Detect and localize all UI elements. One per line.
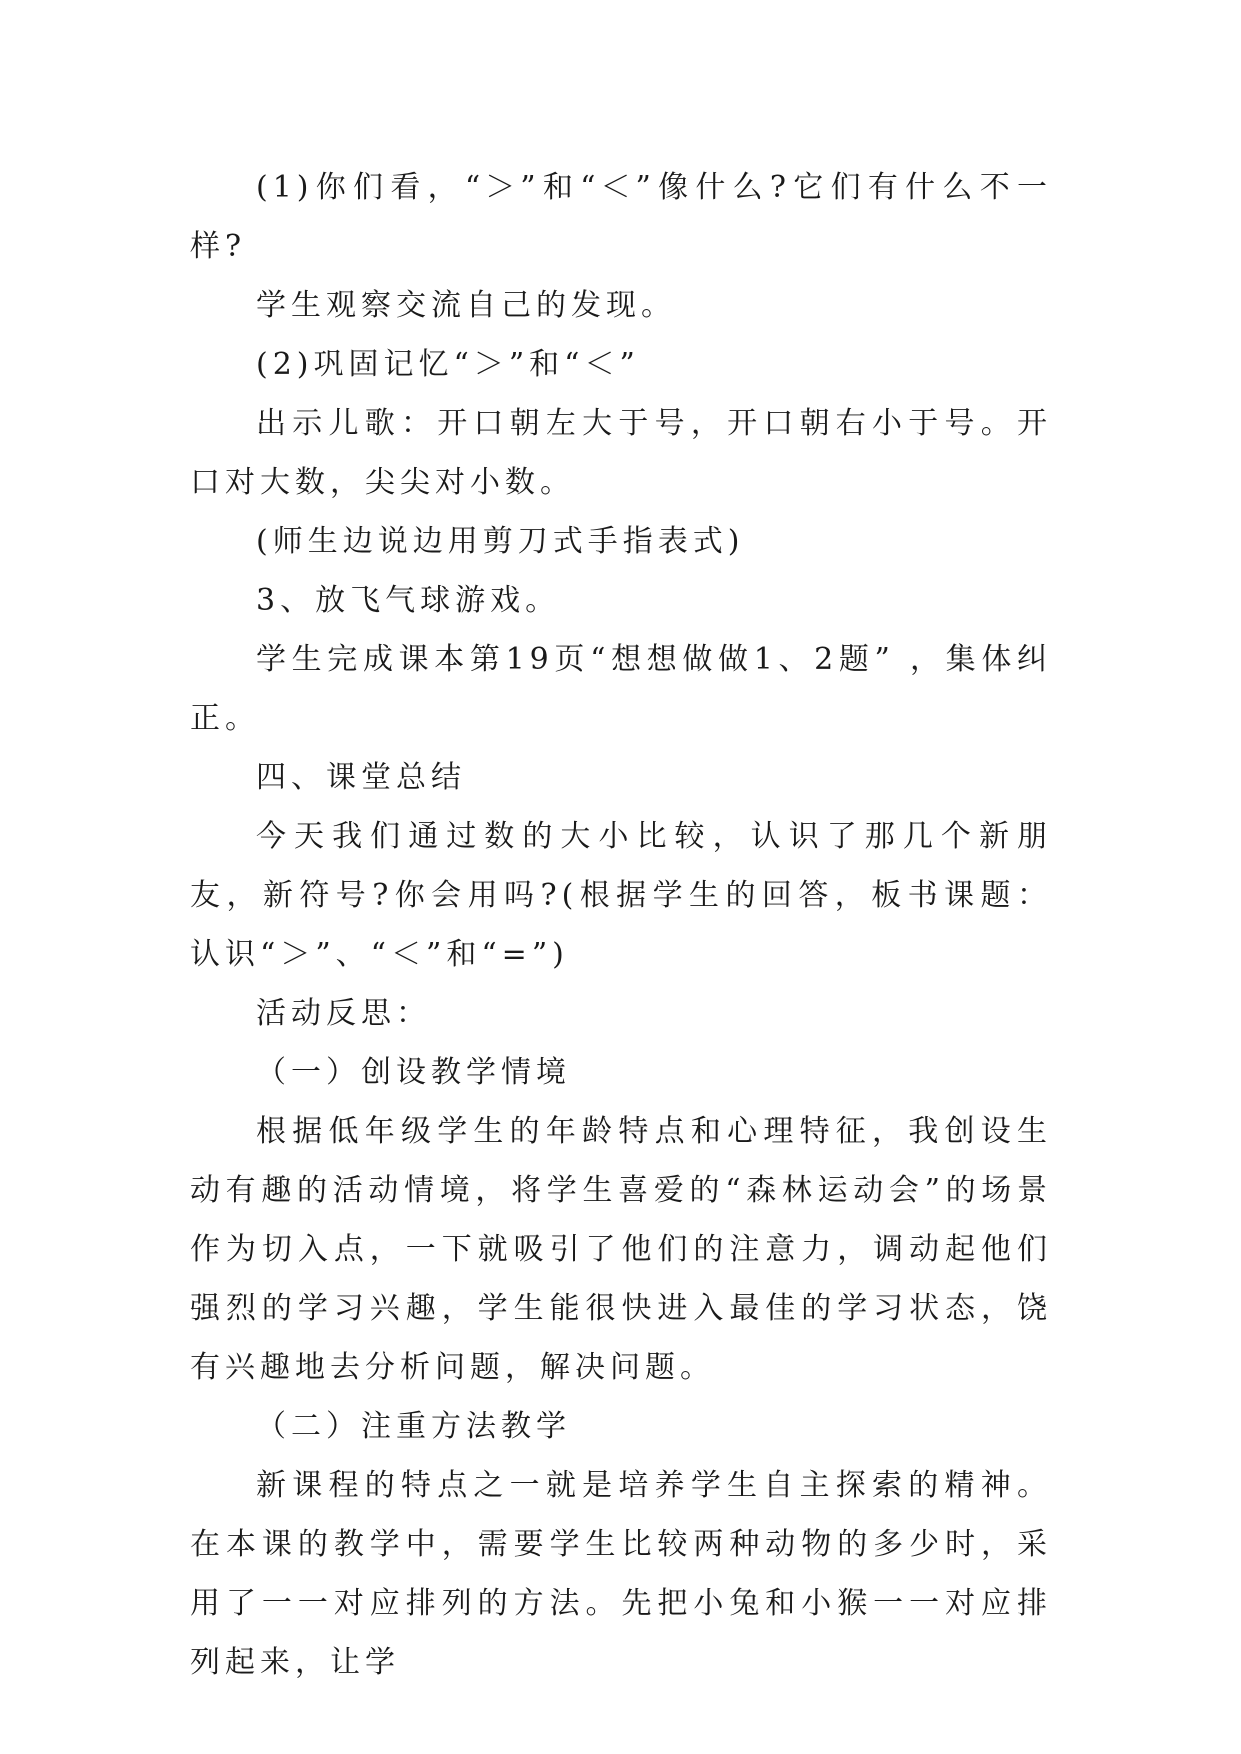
paragraph-scissor-gesture: (师生边说边用剪刀式手指表式): [256, 524, 745, 559]
paragraph-consolidate-memory: (2)巩固记忆“＞”和“＜”: [256, 347, 640, 382]
subheading-teaching-situation: （一）创设教学情境: [256, 1055, 571, 1090]
section-heading-reflection: 活动反思：: [256, 996, 431, 1031]
subheading-teaching-method: （二）注重方法教学: [256, 1409, 571, 1444]
paragraph-textbook-exercise: 学生完成课本第19页“想想做做1、2题” ，集体纠正。: [190, 642, 1052, 736]
paragraph-teaching-situation: 根据低年级学生的年龄特点和心理特征，我创设生动有趣的活动情境，将学生喜爱的“森林运动会”的场景作为切入点，一下就吸引了他们的注意力，调动起他们强烈的学习兴趣，学生能很快进入最佳的学习状态，饶有兴趣地去分析问题，解决问题。: [190, 1114, 1052, 1385]
document-page: [190, 158, 1052, 1692]
section-heading-summary: 四、课堂总结: [256, 760, 466, 795]
paragraph-students-observe: 学生观察交流自己的发现。: [256, 288, 676, 323]
paragraph-question-symbols: (1)你们看，“＞”和“＜”像什么?它们有什么不一样?: [190, 170, 1052, 264]
paragraph-balloon-game: 3、放飞气球游戏。: [256, 583, 561, 618]
paragraph-summary: 今天我们通过数的大小比较，认识了那几个新朋友，新符号?你会用吗?(根据学生的回答，板书课题：认识“＞”、“＜”和“=”): [190, 819, 1052, 972]
paragraph-nursery-rhyme: 出示儿歌：开口朝左大于号，开口朝右小于号。开口对大数，尖尖对小数。: [190, 406, 1052, 500]
paragraph-teaching-method: 新课程的特点之一就是培养学生自主探索的精神。在本课的教学中，需要学生比较两种动物的多少时，采用了一一对应排列的方法。先把小兔和小猴一一对应排列起来，让学: [190, 1468, 1052, 1680]
